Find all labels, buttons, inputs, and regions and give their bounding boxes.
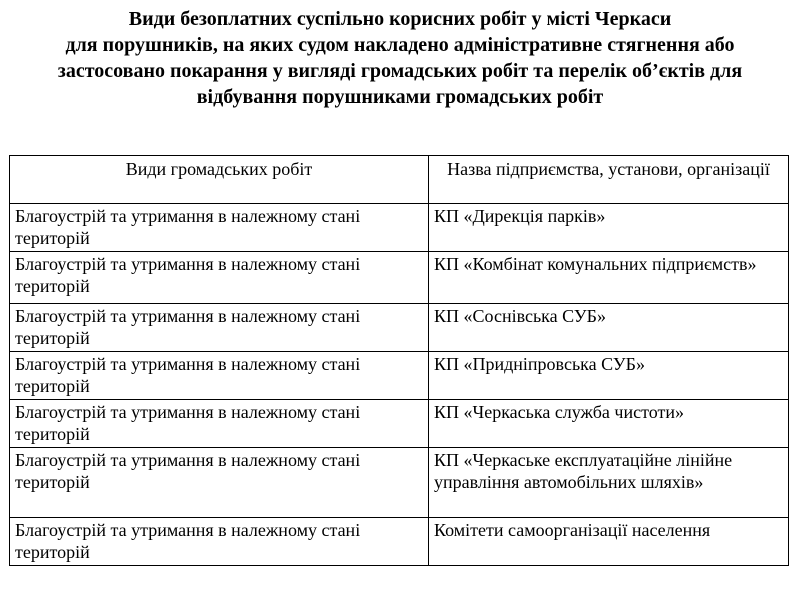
cell-work-type: Благоустрій та утримання в належному стані територій bbox=[10, 252, 429, 304]
cell-organization: КП «Черкаське експлуатаційне лінійне управління автомобільних шляхів» bbox=[429, 448, 789, 518]
table-row bbox=[10, 448, 789, 518]
table-row bbox=[10, 304, 789, 352]
title-line-2: для порушників, на яких судом накладено адміністративне стягнення або bbox=[65, 34, 735, 56]
title-line-1: Види безоплатних суспільно корисних робіт у місті Черкаси bbox=[128, 8, 672, 30]
cell-organization: КП «Соснівська СУБ» bbox=[429, 304, 789, 352]
table-row bbox=[10, 352, 789, 400]
title-line-3: застосовано покарання у вигляді громадських робіт та перелік об’єктів для bbox=[57, 60, 743, 82]
header-organization: Назва підприємства, установи, організації bbox=[429, 156, 789, 204]
cell-organization: КП «Придніпровська СУБ» bbox=[429, 352, 789, 400]
table-row bbox=[10, 204, 789, 252]
table-row bbox=[10, 400, 789, 448]
cell-work-type: Благоустрій та утримання в належному стані територій bbox=[10, 352, 429, 400]
cell-organization: Комітети самоорганізації населення bbox=[429, 518, 789, 566]
document-title bbox=[0, 6, 800, 110]
cell-work-type: Благоустрій та утримання в належному стані територій bbox=[10, 204, 429, 252]
cell-work-type: Благоустрій та утримання в належному стані територій bbox=[10, 400, 429, 448]
table-row bbox=[10, 252, 789, 304]
public-works-table bbox=[9, 155, 789, 566]
header-work-types: Види громадських робіт bbox=[10, 156, 429, 204]
table-header-row bbox=[10, 156, 789, 204]
cell-organization: КП «Дирекція парків» bbox=[429, 204, 789, 252]
cell-work-type: Благоустрій та утримання в належному стані територій bbox=[10, 304, 429, 352]
title-line-4: відбування порушниками громадських робіт bbox=[196, 86, 604, 108]
cell-work-type: Благоустрій та утримання в належному стані територій bbox=[10, 448, 429, 518]
table-row bbox=[10, 518, 789, 566]
cell-organization: КП «Черкаська служба чистоти» bbox=[429, 400, 789, 448]
cell-work-type: Благоустрій та утримання в належному стані територій bbox=[10, 518, 429, 566]
cell-organization: КП «Комбінат комунальних підприємств» bbox=[429, 252, 789, 304]
